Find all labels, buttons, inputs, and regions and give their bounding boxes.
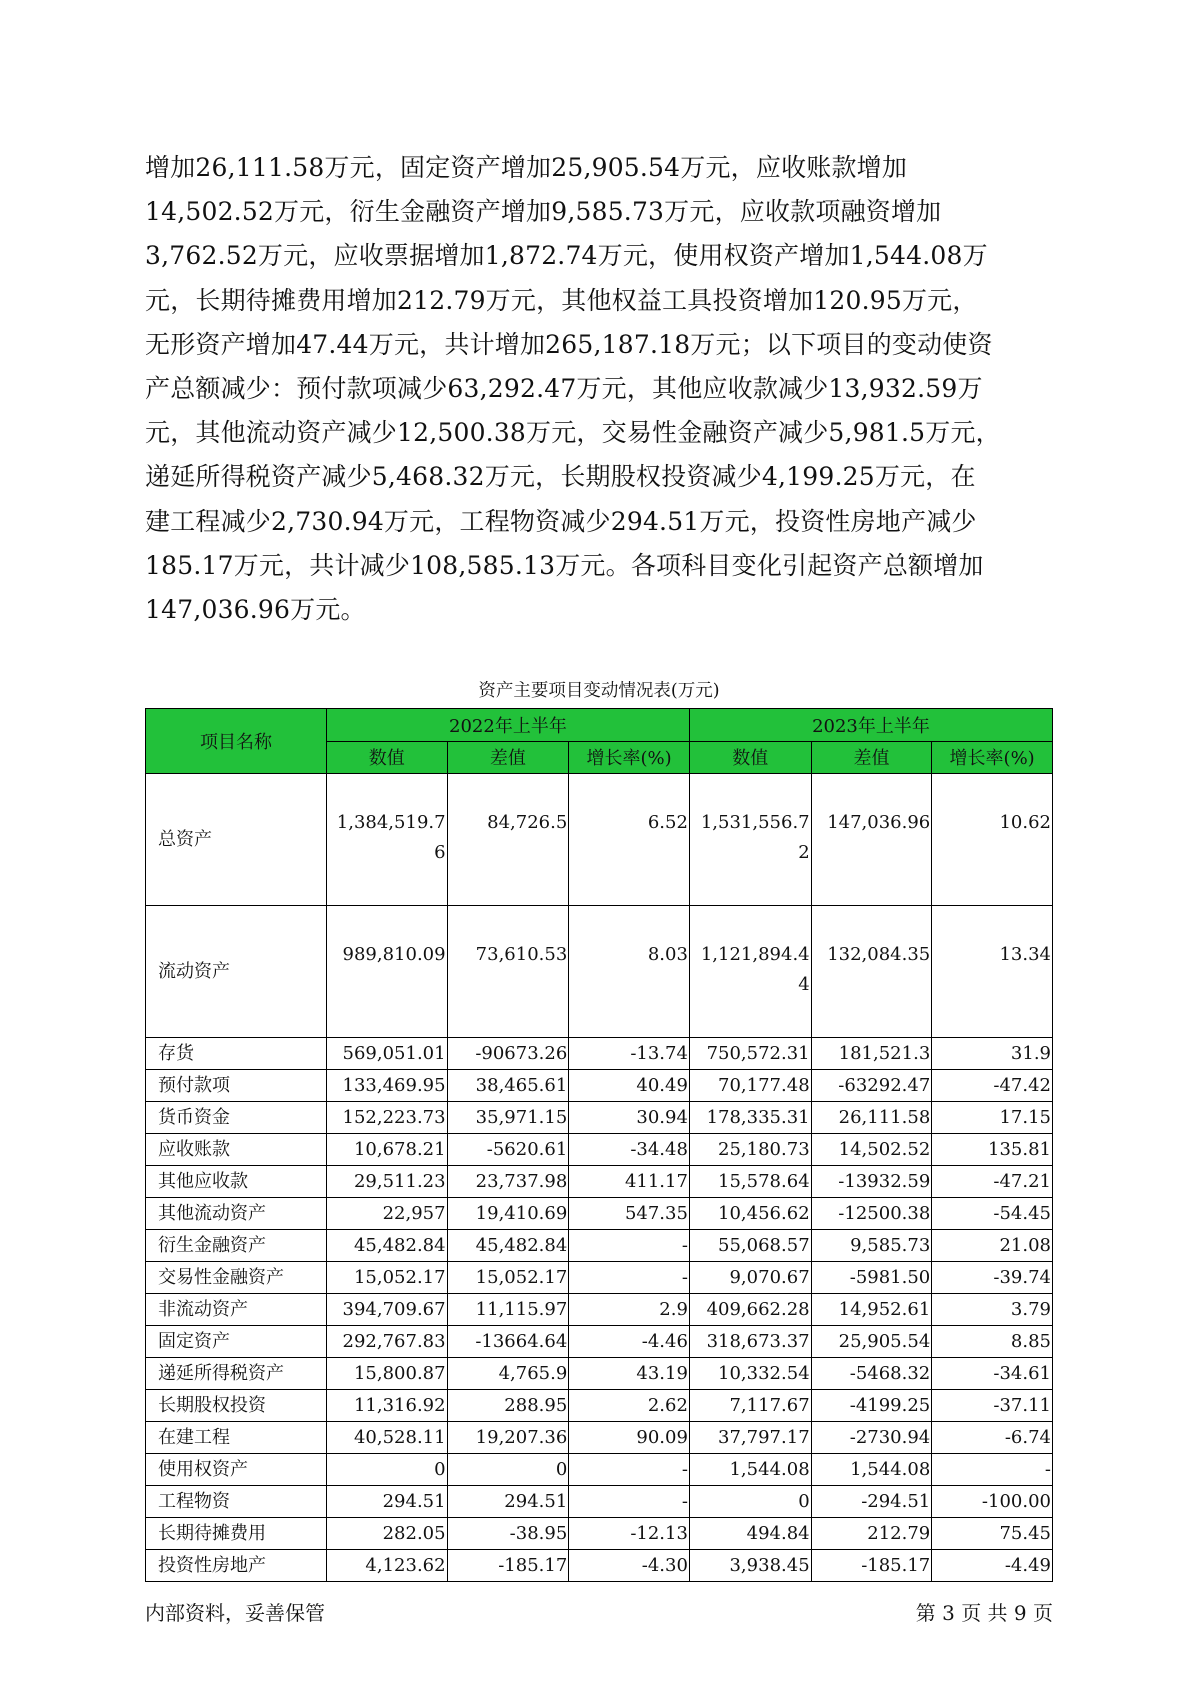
row-value-cell: 25,905.54 — [811, 1326, 932, 1358]
row-item-name: 货币资金 — [146, 1102, 327, 1134]
table-row — [146, 1422, 1053, 1454]
row-value-cell: 282.05 — [326, 1518, 447, 1550]
period-header-2022: 2022年上半年 — [326, 709, 689, 742]
row-value-cell: 11,115.97 — [447, 1294, 569, 1326]
row-value-cell: 8.85 — [932, 1326, 1053, 1358]
row-value-cell: 294.51 — [326, 1486, 447, 1518]
paragraph-line: 元，其他流动资产减少12,500.38万元，交易性金融资产减少5,981.5万元， — [145, 418, 1001, 448]
row-item-name: 长期股权投资 — [146, 1390, 327, 1422]
row-value-cell: 1,121,894.44 — [689, 906, 811, 1038]
paragraph-line: 147,036.96万元。 — [145, 595, 366, 625]
row-value-cell: 31.9 — [932, 1038, 1053, 1070]
row-item-name: 应收账款 — [146, 1134, 327, 1166]
row-value-cell: -63292.47 — [811, 1070, 932, 1102]
row-item-name: 其他流动资产 — [146, 1198, 327, 1230]
row-value-cell: 14,502.52 — [811, 1134, 932, 1166]
table-row — [146, 1102, 1053, 1134]
row-value-cell: 3.79 — [932, 1294, 1053, 1326]
table-row — [146, 1390, 1053, 1422]
body-paragraph — [145, 146, 1050, 632]
row-item-name: 工程物资 — [146, 1486, 327, 1518]
row-value-cell: 37,797.17 — [689, 1422, 811, 1454]
row-value-cell: 750,572.31 — [689, 1038, 811, 1070]
paragraph-line: 产总额减少：预付款项减少63,292.47万元，其他应收款减少13,932.59万 — [145, 374, 983, 404]
row-value-cell: 43.19 — [569, 1358, 690, 1390]
row-value-cell: 4,765.9 — [447, 1358, 569, 1390]
row-value-cell: 11,316.92 — [326, 1390, 447, 1422]
row-value-cell: -5981.50 — [811, 1262, 932, 1294]
row-value-cell: 0 — [447, 1454, 569, 1486]
row-value-cell: 90.09 — [569, 1422, 690, 1454]
row-value-cell: -2730.94 — [811, 1422, 932, 1454]
row-value-cell: -37.11 — [932, 1390, 1053, 1422]
row-value-cell: 84,726.5 — [447, 774, 569, 906]
paragraph-line: 递延所得税资产减少5,468.32万元，长期股权投资减少4,199.25万元，在 — [145, 462, 976, 492]
row-value-cell: 17.15 — [932, 1102, 1053, 1134]
table-row — [146, 1166, 1053, 1198]
row-value-cell: 19,410.69 — [447, 1198, 569, 1230]
row-value-cell: 3,938.45 — [689, 1550, 811, 1582]
row-value-cell: 13.34 — [932, 906, 1053, 1038]
row-value-cell: 288.95 — [447, 1390, 569, 1422]
paragraph-line: 元，长期待摊费用增加212.79万元，其他权益工具投资增加120.95万元， — [145, 285, 978, 315]
row-value-cell: -294.51 — [811, 1486, 932, 1518]
row-value-cell: 0 — [689, 1486, 811, 1518]
table-row — [146, 1134, 1053, 1166]
row-value-cell: 35,971.15 — [447, 1102, 569, 1134]
paragraph-line: 3,762.52万元，应收票据增加1,872.74万元，使用权资产增加1,544.08万 — [145, 241, 988, 271]
row-item-name: 交易性金融资产 — [146, 1262, 327, 1294]
table-row — [146, 1326, 1053, 1358]
row-value-cell: -4.46 — [569, 1326, 690, 1358]
row-value-cell: 40,528.11 — [326, 1422, 447, 1454]
item-name-header: 项目名称 — [146, 709, 327, 774]
row-value-cell: 10,678.21 — [326, 1134, 447, 1166]
row-item-name: 长期待摊费用 — [146, 1518, 327, 1550]
col-header-growth-2023: 增长率(%) — [932, 741, 1053, 774]
row-value-cell: 132,084.35 — [811, 906, 932, 1038]
row-value-cell: -185.17 — [811, 1550, 932, 1582]
row-value-cell: 1,384,519.76 — [326, 774, 447, 906]
row-value-cell: 7,117.67 — [689, 1390, 811, 1422]
row-value-cell: -6.74 — [932, 1422, 1053, 1454]
paragraph-line: 无形资产增加47.44万元，共计增加265,187.18万元；以下项目的变动使资 — [145, 329, 993, 359]
row-value-cell: 10.62 — [932, 774, 1053, 906]
table-row — [146, 1486, 1053, 1518]
row-value-cell: - — [569, 1454, 690, 1486]
row-value-cell: 29,511.23 — [326, 1166, 447, 1198]
row-value-cell: -5620.61 — [447, 1134, 569, 1166]
row-value-cell: -4.30 — [569, 1550, 690, 1582]
row-value-cell: -5468.32 — [811, 1358, 932, 1390]
row-value-cell: 55,068.57 — [689, 1230, 811, 1262]
row-value-cell: -12.13 — [569, 1518, 690, 1550]
row-value-cell: 2.62 — [569, 1390, 690, 1422]
table-row — [146, 1294, 1053, 1326]
row-item-name: 非流动资产 — [146, 1294, 327, 1326]
row-value-cell: -47.21 — [932, 1166, 1053, 1198]
row-value-cell: 1,544.08 — [689, 1454, 811, 1486]
row-value-cell: 4,123.62 — [326, 1550, 447, 1582]
row-value-cell: 178,335.31 — [689, 1102, 811, 1134]
row-value-cell: 10,332.54 — [689, 1358, 811, 1390]
table-row — [146, 1518, 1053, 1550]
row-item-name: 预付款项 — [146, 1070, 327, 1102]
row-value-cell: 22,957 — [326, 1198, 447, 1230]
row-value-cell: 394,709.67 — [326, 1294, 447, 1326]
col-header-value-2022: 数值 — [326, 741, 447, 774]
table-row — [146, 1198, 1053, 1230]
row-value-cell: 1,531,556.72 — [689, 774, 811, 906]
table-row — [146, 1230, 1053, 1262]
row-value-cell: 75.45 — [932, 1518, 1053, 1550]
row-value-cell: 8.03 — [569, 906, 690, 1038]
row-value-cell: 26,111.58 — [811, 1102, 932, 1134]
row-value-cell: -47.42 — [932, 1070, 1053, 1102]
row-value-cell: 25,180.73 — [689, 1134, 811, 1166]
row-value-cell: 318,673.37 — [689, 1326, 811, 1358]
row-value-cell: 212.79 — [811, 1518, 932, 1550]
table-row — [146, 1550, 1053, 1582]
paragraph-line: 185.17万元，共计减少108,585.13万元。各项科目变化引起资产总额增加 — [145, 550, 984, 580]
row-value-cell: - — [569, 1262, 690, 1294]
col-header-value-2023: 数值 — [689, 741, 811, 774]
row-value-cell: 70,177.48 — [689, 1070, 811, 1102]
row-value-cell: -4199.25 — [811, 1390, 932, 1422]
row-value-cell: 2.9 — [569, 1294, 690, 1326]
footer-confidential-note: 内部资料，妥善保管 — [145, 1601, 325, 1625]
row-value-cell: 411.17 — [569, 1166, 690, 1198]
row-value-cell: 181,521.3 — [811, 1038, 932, 1070]
row-value-cell: - — [569, 1230, 690, 1262]
row-item-name: 衍生金融资产 — [146, 1230, 327, 1262]
row-value-cell: -54.45 — [932, 1198, 1053, 1230]
row-value-cell: 23,737.98 — [447, 1166, 569, 1198]
row-value-cell: 135.81 — [932, 1134, 1053, 1166]
row-value-cell: 45,482.84 — [447, 1230, 569, 1262]
table-caption: 资产主要项目变动情况表(万元) — [478, 681, 720, 701]
row-item-name: 总资产 — [146, 774, 327, 906]
header-row-periods — [146, 709, 1053, 742]
table-row — [146, 906, 1053, 1038]
table-row — [146, 1070, 1053, 1102]
table-body — [146, 774, 1053, 1582]
col-header-diff-2022: 差值 — [447, 741, 569, 774]
row-value-cell: 569,051.01 — [326, 1038, 447, 1070]
row-item-name: 流动资产 — [146, 906, 327, 1038]
paragraph-line: 14,502.52万元，衍生金融资产增加9,585.73万元，应收款项融资增加 — [145, 197, 942, 227]
row-value-cell: 14,952.61 — [811, 1294, 932, 1326]
row-value-cell: 133,469.95 — [326, 1070, 447, 1102]
row-value-cell: 15,052.17 — [447, 1262, 569, 1294]
row-value-cell: 409,662.28 — [689, 1294, 811, 1326]
asset-change-table — [145, 708, 1053, 1582]
row-value-cell: 292,767.83 — [326, 1326, 447, 1358]
row-value-cell: 15,578.64 — [689, 1166, 811, 1198]
row-value-cell: -13932.59 — [811, 1166, 932, 1198]
row-value-cell: -185.17 — [447, 1550, 569, 1582]
row-value-cell: -39.74 — [932, 1262, 1053, 1294]
row-value-cell: -13.74 — [569, 1038, 690, 1070]
paragraph-line: 增加26,111.58万元，固定资产增加25,905.54万元，应收账款增加 — [145, 153, 908, 182]
row-value-cell: 19,207.36 — [447, 1422, 569, 1454]
row-item-name: 其他应收款 — [146, 1166, 327, 1198]
row-value-cell: 989,810.09 — [326, 906, 447, 1038]
row-value-cell: - — [569, 1486, 690, 1518]
col-header-growth-2022: 增长率(%) — [569, 741, 690, 774]
row-value-cell: 9,585.73 — [811, 1230, 932, 1262]
row-value-cell: 10,456.62 — [689, 1198, 811, 1230]
row-value-cell: - — [932, 1454, 1053, 1486]
row-value-cell: -4.49 — [932, 1550, 1053, 1582]
row-value-cell: 294.51 — [447, 1486, 569, 1518]
row-value-cell: -38.95 — [447, 1518, 569, 1550]
paragraph-line: 建工程减少2,730.94万元，工程物资减少294.51万元，投资性房地产减少 — [145, 506, 977, 536]
row-value-cell: 6.52 — [569, 774, 690, 906]
row-item-name: 投资性房地产 — [146, 1550, 327, 1582]
row-value-cell: 30.94 — [569, 1102, 690, 1134]
row-value-cell: 147,036.96 — [811, 774, 932, 906]
row-value-cell: -90673.26 — [447, 1038, 569, 1070]
footer-page-number: 第 3 页 共 9 页 — [915, 1601, 1053, 1625]
row-value-cell: 21.08 — [932, 1230, 1053, 1262]
col-header-diff-2023: 差值 — [811, 741, 932, 774]
row-item-name: 存货 — [146, 1038, 327, 1070]
period-header-2023: 2023年上半年 — [689, 709, 1052, 742]
row-value-cell: -13664.64 — [447, 1326, 569, 1358]
row-value-cell: 38,465.61 — [447, 1070, 569, 1102]
row-value-cell: -100.00 — [932, 1486, 1053, 1518]
row-value-cell: 0 — [326, 1454, 447, 1486]
row-value-cell: -12500.38 — [811, 1198, 932, 1230]
row-value-cell: 1,544.08 — [811, 1454, 932, 1486]
table-row — [146, 1262, 1053, 1294]
row-value-cell: -34.61 — [932, 1358, 1053, 1390]
row-value-cell: 40.49 — [569, 1070, 690, 1102]
row-item-name: 使用权资产 — [146, 1454, 327, 1486]
row-value-cell: -34.48 — [569, 1134, 690, 1166]
row-value-cell: 494.84 — [689, 1518, 811, 1550]
row-value-cell: 547.35 — [569, 1198, 690, 1230]
table-row — [146, 1358, 1053, 1390]
row-value-cell: 152,223.73 — [326, 1102, 447, 1134]
table-row — [146, 1454, 1053, 1486]
row-value-cell: 45,482.84 — [326, 1230, 447, 1262]
row-value-cell: 15,800.87 — [326, 1358, 447, 1390]
row-value-cell: 15,052.17 — [326, 1262, 447, 1294]
row-item-name: 固定资产 — [146, 1326, 327, 1358]
row-item-name: 在建工程 — [146, 1422, 327, 1454]
row-value-cell: 9,070.67 — [689, 1262, 811, 1294]
row-item-name: 递延所得税资产 — [146, 1358, 327, 1390]
row-value-cell: 73,610.53 — [447, 906, 569, 1038]
table-row — [146, 774, 1053, 906]
table-row — [146, 1038, 1053, 1070]
